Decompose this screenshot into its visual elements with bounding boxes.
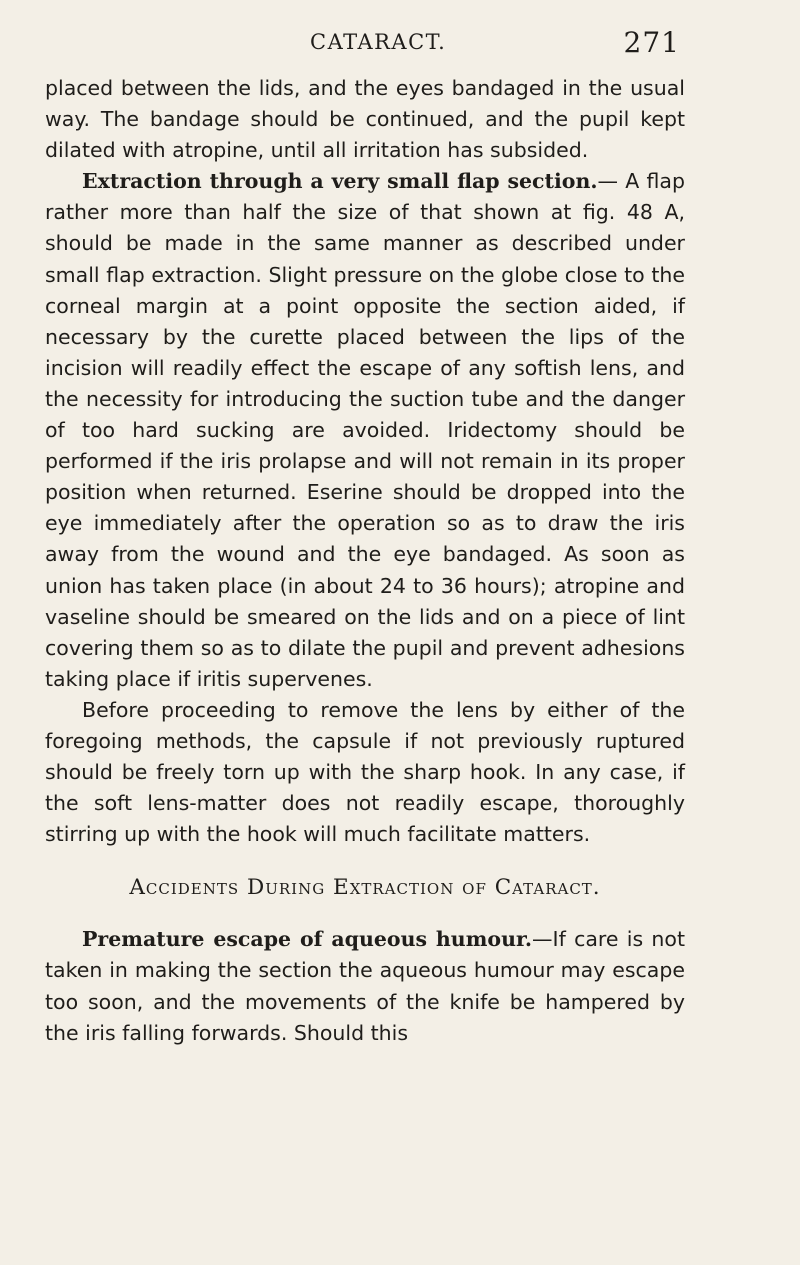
paragraph-premature-escape [45, 924, 685, 1048]
paragraph-small-flap-section [45, 166, 685, 695]
paragraph-text: A flap rather more than half the size of that shown at fig. 48 A, should be made in the same manner as described under small flap extraction. Slight pressure on the globe close to the corneal margin at a point opposite the section aided, if necessary by the curette placed between the lips of the incision will readily effect the escape of any softish lens, and the necessity for introducing the suction tube and the danger of too hard sucking are avoided. Iridectomy should be performed if the iris prolapse and will not remain in its proper position when returned. Eserine should be dropped into the eye immediately after the operation so as to draw the iris away from the wound and the eye bandaged. As soon as union has taken place (in about 24 to 36 hours); atropine and vaseline should be smeared on the lids and on a piece of lint covering them so as to dilate the pupil and prevent adhesions taking place if iritis supervenes. [45, 169, 685, 691]
page-body [45, 73, 685, 1049]
run-in-heading-small-flap: Extraction through a very small flap section. [82, 169, 598, 194]
section-heading: Accidents During Extraction of Cataract. [129, 875, 601, 901]
run-in-heading-aqueous: Premature escape of aqueous humour. [82, 927, 533, 952]
running-head [0, 26, 800, 70]
em-dash: — [532, 927, 553, 952]
page-number: 271 [623, 26, 680, 59]
paragraph-continuation: placed between the lids, and the eyes bandaged in the usual way. The bandage should be continued, and the pupil kept dilated with atropine, until all irritation has subsided. [45, 76, 685, 163]
paragraph-capsule: Before proceeding to remove the lens by either of the foregoing methods, the capsule if not previously ruptured should be freely torn up with the sharp hook. In any case, if the soft lens-matter does not readily escape, thoroughly stirring up with the hook will much facilitate matters. [45, 697, 685, 847]
running-title: CATARACT. [310, 30, 447, 54]
paragraph-text: If care is not taken in making the section the aqueous humour may escape too soon, and the movements of the knife be hampered by the iris falling forwards. Should this [45, 927, 685, 1045]
em-dash: — [597, 169, 618, 194]
